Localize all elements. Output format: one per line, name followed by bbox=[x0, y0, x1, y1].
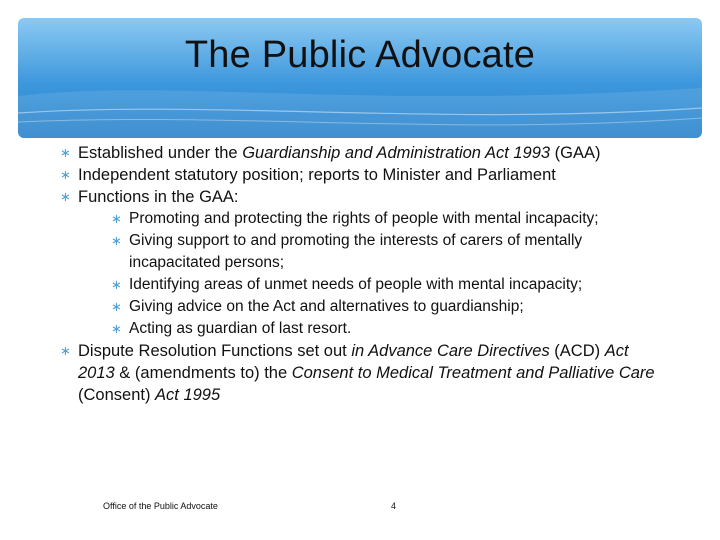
sub-bullet: ∗ Acting as guardian of last resort. bbox=[58, 318, 658, 340]
bullet-icon: ∗ bbox=[111, 211, 122, 226]
slide-title: The Public Advocate bbox=[184, 34, 536, 76]
bullet-icon: ∗ bbox=[60, 189, 71, 204]
bullet-icon: ∗ bbox=[60, 167, 71, 182]
footer-office-name: Office of the Public Advocate bbox=[103, 501, 218, 511]
bullet-icon: ∗ bbox=[111, 321, 122, 336]
sub-bullet: ∗ Identifying areas of unmet needs of people with mental incapacity; bbox=[58, 274, 658, 296]
bullet-icon: ∗ bbox=[111, 233, 122, 248]
bullet-dispute-resolution: ∗ Dispute Resolution Functions set out in Advance Care Directives (ACD) Act 2013 & (amendments to) the Consent to Medical Treatment and Palliative Care (Consent) Act 1995 bbox=[60, 342, 655, 404]
bullet-icon: ∗ bbox=[111, 277, 122, 292]
page-number: 4 bbox=[391, 501, 397, 511]
bullet-independent: ∗ Independent statutory position; reports to Minister and Parliament bbox=[60, 166, 556, 184]
bullet-list bbox=[58, 142, 658, 406]
sub-bullet: ∗ Giving advice on the Act and alternatives to guardianship; bbox=[58, 296, 658, 318]
bullet-functions: ∗ Functions in the GAA: bbox=[60, 188, 239, 206]
bullet-icon: ∗ bbox=[111, 299, 122, 314]
bullet-icon: ∗ bbox=[60, 343, 71, 358]
bullet-established: ∗ Established under the Guardianship and Administration Act 1993 (GAA) bbox=[60, 144, 601, 162]
sub-bullet: ∗ Promoting and protecting the rights of people with mental incapacity; bbox=[58, 208, 658, 230]
sub-bullet: ∗ Giving support to and promoting the interests of carers of mentally incapacitated persons; bbox=[111, 232, 583, 271]
bullet-icon: ∗ bbox=[60, 145, 71, 160]
